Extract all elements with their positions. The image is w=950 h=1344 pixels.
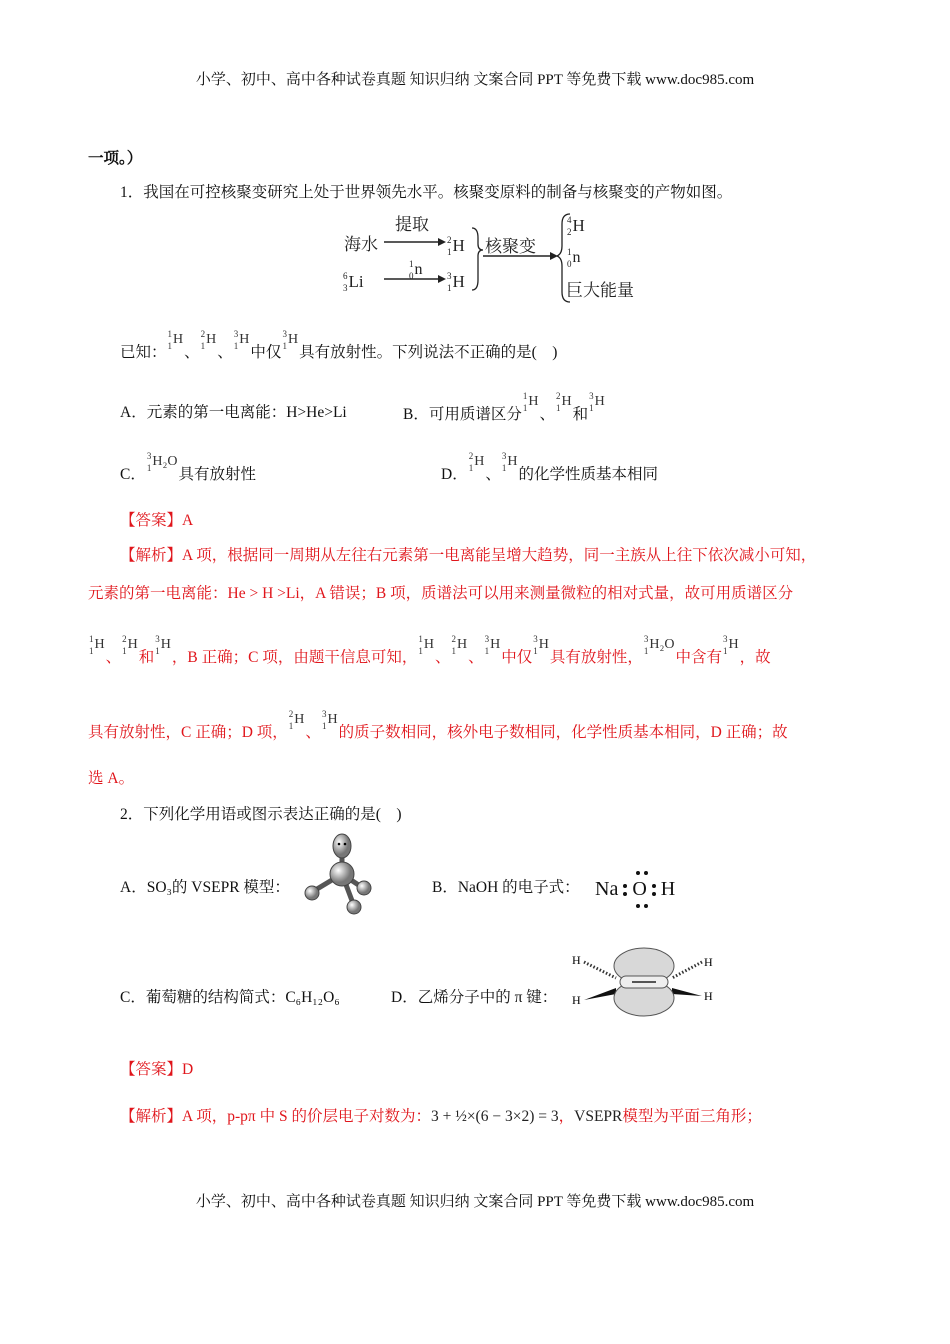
q1-optC <box>120 451 256 484</box>
text-segment: 元素的第一电离能：He > H >Li，A 错误；B 项，质谱法可以用来测量微粒的相对式量，故可用质谱区分 <box>88 585 794 602</box>
symbol: H <box>173 332 184 347</box>
atomic-number: 1 <box>484 646 490 656</box>
q2-optA <box>120 875 290 897</box>
text-segment: 模型为平面三角形； <box>622 1108 762 1125</box>
text-segment: 【解析】A 项，p-pπ 中 S 的价层电子对数为： <box>120 1108 431 1125</box>
isotope <box>322 708 338 732</box>
q2-answer <box>120 1057 193 1079</box>
atomic-number: 1 <box>522 403 528 413</box>
text-segment: A．元素的第一电离能：H>He>Li <box>120 404 347 421</box>
li-symbol: Li <box>348 272 364 291</box>
isotope <box>533 633 549 657</box>
isotope <box>234 328 250 352</box>
atomic-number: 1 <box>122 646 127 656</box>
symbol: H <box>160 637 171 652</box>
atomic-number: 1 <box>200 341 206 351</box>
mass-number: 3 <box>321 709 327 719</box>
symbol: H <box>490 637 501 652</box>
n2-z: 0 <box>567 259 572 269</box>
mass-number: 3 <box>723 634 728 644</box>
mass-number: 2 <box>451 634 456 644</box>
seawater-label: 海水 <box>344 235 378 254</box>
h3-symbol: H <box>452 272 465 291</box>
isotope <box>89 633 105 657</box>
symbol: H <box>456 637 468 652</box>
symbol: H <box>423 637 434 652</box>
h-symbol: H <box>660 878 676 900</box>
formula-text: 3 + ½×(6 − 3×2) = 3 <box>430 1108 559 1125</box>
isotope <box>122 633 138 657</box>
mass-number: 3 <box>233 329 239 339</box>
text-segment: ，B 正确；C 项，由题干信息可知， <box>171 649 418 666</box>
isotope <box>289 708 305 732</box>
atomic-number: 1 <box>321 721 327 731</box>
atomic-number: 1 <box>288 721 294 731</box>
q2-optD <box>391 985 557 1007</box>
text-segment: 和 <box>572 406 589 423</box>
naoh-electron-formula <box>595 878 675 901</box>
symbol: H <box>594 394 605 409</box>
mass-number: 1 <box>522 391 528 401</box>
q1-optD <box>441 451 658 484</box>
symbol: H <box>507 454 518 469</box>
symbol: H <box>127 637 138 652</box>
n2-symbol: n <box>572 249 581 266</box>
svg-text:H: H <box>704 989 713 1003</box>
q1-stem <box>120 180 732 202</box>
isotope <box>451 633 467 657</box>
he-z: 2 <box>567 227 572 237</box>
li-mass: 6 <box>343 271 348 281</box>
text-segment: 2．下列化学用语或图示表达正确的是( ) <box>120 806 402 823</box>
na-symbol: Na <box>595 878 619 900</box>
mass-number: 2 <box>200 329 206 339</box>
fusion-diagram <box>340 208 650 304</box>
text-segment: B．可用质谱区分 <box>403 406 522 423</box>
atomic-number: 1 <box>451 646 456 656</box>
q1-optB <box>403 391 606 424</box>
mass-number: 3 <box>501 451 507 461</box>
q1-exp1 <box>120 543 816 565</box>
atomic-number: 1 <box>643 646 649 656</box>
symbol: H₂O <box>152 454 178 469</box>
mass-number: 2 <box>468 451 474 461</box>
section-tail: 一项。） <box>88 150 143 167</box>
symbol: H <box>728 637 739 652</box>
symbol: H <box>561 394 572 409</box>
isotope <box>469 450 485 474</box>
atomic-number: 1 <box>233 341 239 351</box>
isotope <box>282 328 298 352</box>
q2-optB <box>432 875 580 897</box>
symbol: H₂O <box>649 637 675 652</box>
atomic-number: 1 <box>501 463 507 473</box>
mass-number: 1 <box>89 634 94 644</box>
ethylene-pi-bond-icon <box>568 944 718 1018</box>
q1-exp5 <box>88 766 134 788</box>
q1-exp2 <box>88 581 793 603</box>
n-mass: 1 <box>409 259 414 269</box>
atomic-number: 1 <box>555 403 561 413</box>
mass-number: 1 <box>418 634 423 644</box>
text-segment: 、 <box>434 649 451 666</box>
mass-number: 2 <box>122 634 127 644</box>
li-z: 3 <box>343 283 348 293</box>
text-segment: 具有放射性， <box>549 649 643 666</box>
text-segment: 中仅 <box>501 649 533 666</box>
text-segment: 具有放射性。下列说法不正确的是( ) <box>299 344 558 361</box>
mass-number: 3 <box>484 634 490 644</box>
atomic-number: 1 <box>167 341 173 351</box>
mass-number: 1 <box>167 329 173 339</box>
h2-symbol: H <box>452 236 465 255</box>
isotope <box>168 328 184 352</box>
atomic-number: 1 <box>723 646 728 656</box>
q1-optA <box>120 400 347 422</box>
mass-number: 2 <box>288 709 294 719</box>
extract-label: 提取 <box>395 215 429 234</box>
text-segment: 、 <box>539 406 555 423</box>
so3-vsepr-model-icon <box>300 832 380 916</box>
atomic-number: 1 <box>89 646 94 656</box>
text-segment: ，故 <box>739 649 771 666</box>
text-segment: 、 <box>217 344 233 361</box>
svg-text:H: H <box>704 955 713 969</box>
electron-pair-icon <box>618 880 632 900</box>
q1-known <box>120 329 558 362</box>
text-segment: 具有放射性，C 正确；D 项， <box>88 724 288 741</box>
electron-pair-icon <box>647 880 661 900</box>
fusion-label: 核聚变 <box>485 237 536 256</box>
he-mass: 4 <box>567 215 572 225</box>
isotope <box>155 633 171 657</box>
text-segment: 、 <box>468 649 484 666</box>
text-segment: 具有放射性 <box>178 466 256 483</box>
q2-stem <box>120 802 402 824</box>
atomic-number: 1 <box>468 463 474 473</box>
mass-number: 3 <box>589 391 594 401</box>
symbol: H <box>528 394 539 409</box>
q1-answer <box>120 508 193 530</box>
atomic-number: 1 <box>418 646 423 656</box>
mass-number: 3 <box>643 634 649 644</box>
o-letter: O <box>632 878 647 900</box>
isotope <box>556 390 572 414</box>
mass-number: 3 <box>146 451 152 461</box>
atomic-number: 1 <box>533 646 538 656</box>
electron-pair-icon <box>635 870 649 876</box>
text-segment: 【解析】A 项，根据同一周期从左往右元素第一电离能呈增大趋势，同一主族从上往下依次减小可知， <box>120 547 817 564</box>
text-segment: 选 A。 <box>88 770 135 787</box>
text-segment: 中含有 <box>675 649 723 666</box>
text-segment: 和 <box>138 649 155 666</box>
symbol: H <box>287 332 299 347</box>
isotope <box>723 633 739 657</box>
formula-text: VSEPR <box>574 1108 623 1125</box>
atomic-number: 1 <box>146 463 152 473</box>
text-segment: D． <box>441 466 468 483</box>
isotope <box>523 390 539 414</box>
isotope <box>485 633 501 657</box>
mass-number: 3 <box>155 634 160 644</box>
symbol: H <box>474 454 485 469</box>
text-segment: ， <box>558 1108 575 1125</box>
text-segment: 的质子数相同，核外电子数相同，化学性质基本相同，D 正确；故 <box>338 724 788 741</box>
q2-optC <box>120 985 340 1007</box>
text-segment: 、 <box>485 466 501 483</box>
atomic-number: 1 <box>282 341 287 351</box>
n-symbol: n <box>414 261 423 278</box>
isotope <box>644 633 675 657</box>
h2-mass: 2 <box>447 235 452 245</box>
n2-mass: 1 <box>567 247 572 257</box>
page-footer: 小学、初中、高中各种试卷真题 知识归纳 文案合同 PPT 等免费下载 www.doc985.com <box>195 1194 755 1210</box>
text-segment: C．葡萄糖的结构简式：C₆H₁₂O₆ <box>120 989 340 1006</box>
isotope <box>201 328 217 352</box>
isotope <box>418 633 434 657</box>
text-segment: 、 <box>105 649 122 666</box>
h3-z: 1 <box>447 283 452 293</box>
text-segment: B．NaOH 的电子式： <box>432 879 580 896</box>
h3-mass: 3 <box>447 271 452 281</box>
text-segment: 【答案】A <box>120 512 194 529</box>
svg-text:H: H <box>572 953 581 967</box>
symbol: H <box>327 712 338 727</box>
text-segment: 、 <box>305 724 321 741</box>
o-symbol <box>632 878 646 901</box>
energy-label: 巨大能量 <box>566 281 634 300</box>
mass-number: 2 <box>555 391 561 401</box>
electron-pair-icon <box>635 903 649 909</box>
symbol: H <box>538 637 549 652</box>
q1-exp4 <box>88 709 788 742</box>
text-segment: 已知： <box>120 344 167 361</box>
text-segment: A．SO₃的 VSEPR 模型： <box>120 879 290 896</box>
q1-exp3 <box>88 634 771 667</box>
mass-number: 3 <box>282 329 287 339</box>
isotope <box>147 450 178 474</box>
text-segment: D．乙烯分子中的 π 键： <box>391 989 558 1006</box>
text-segment: C． <box>120 466 146 483</box>
mass-number: 3 <box>533 634 538 644</box>
n-z: 0 <box>409 271 414 281</box>
atomic-number: 1 <box>589 403 594 413</box>
isotope <box>589 390 605 414</box>
he-symbol: H <box>572 216 585 235</box>
text-segment: 的化学性质基本相同 <box>518 466 658 483</box>
symbol: H <box>294 712 305 727</box>
text-segment: 1．我国在可控核聚变研究上处于世界领先水平。核聚变原料的制备与核聚变的产物如图。 <box>120 184 733 201</box>
text-segment: 中仅 <box>250 344 282 361</box>
symbol: H <box>94 637 105 652</box>
page-header: 小学、初中、高中各种试卷真题 知识归纳 文案合同 PPT 等免费下载 www.doc985.com <box>195 72 755 88</box>
q2-exp1 <box>120 1104 762 1126</box>
isotope <box>502 450 518 474</box>
text-segment: 【答案】D <box>120 1061 194 1078</box>
h2-z: 1 <box>447 247 452 257</box>
svg-text:H: H <box>572 993 581 1007</box>
symbol: H <box>206 332 217 347</box>
text-segment: 、 <box>184 344 200 361</box>
atomic-number: 1 <box>155 646 160 656</box>
symbol: H <box>239 332 250 347</box>
